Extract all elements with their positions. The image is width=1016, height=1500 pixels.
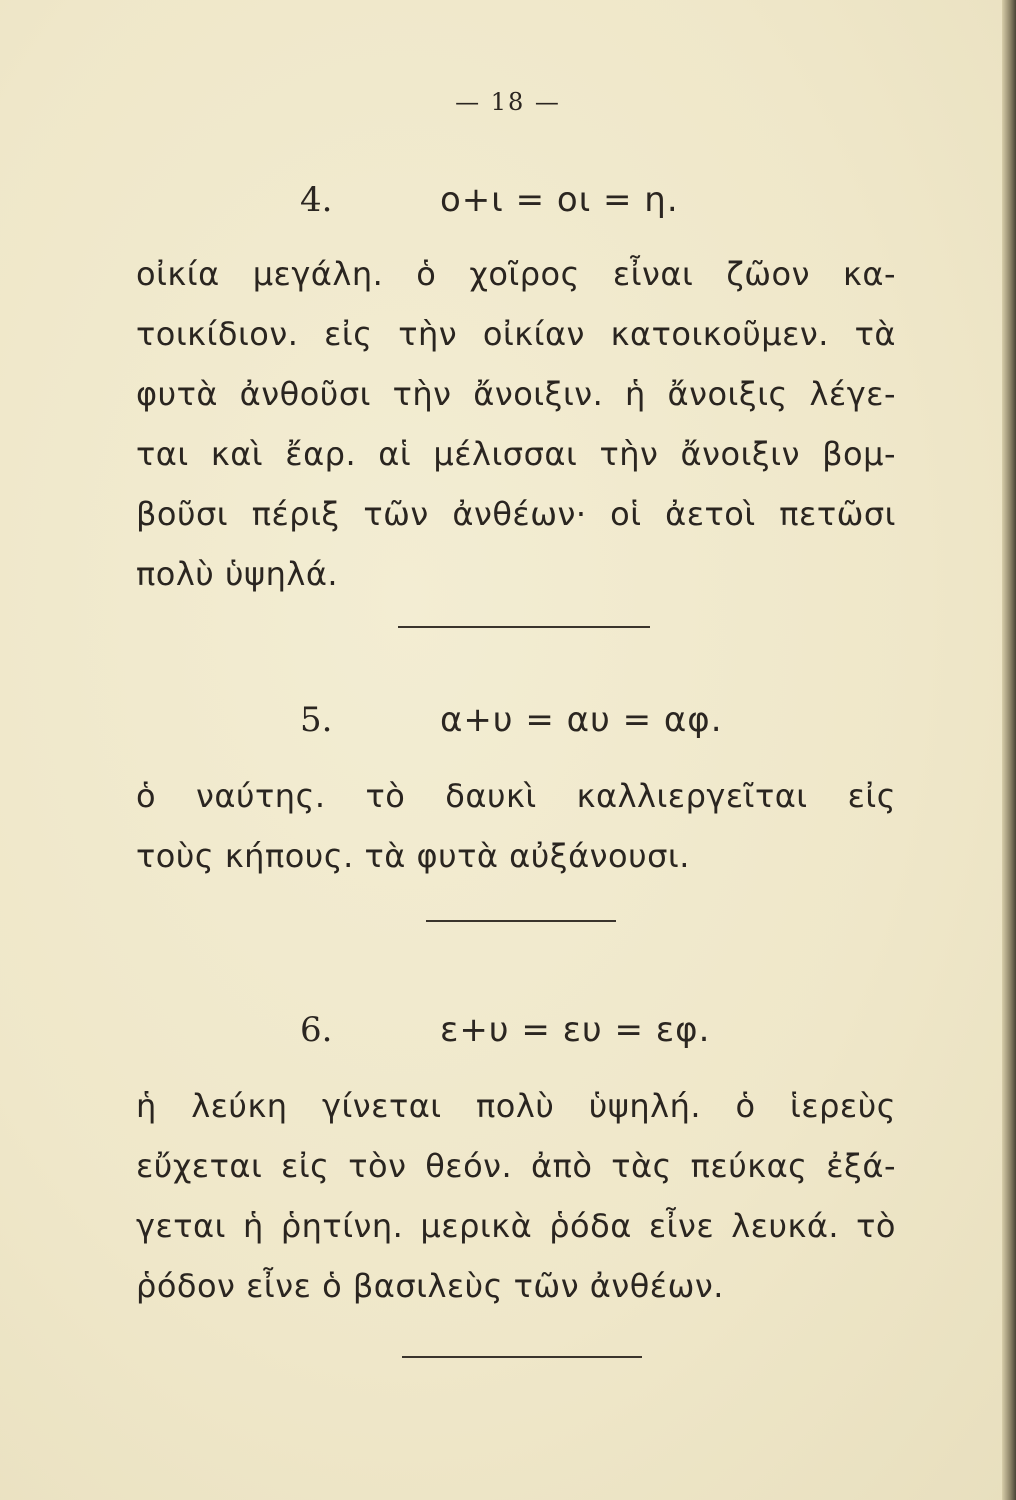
section-heading-6 — [0, 1010, 1016, 1062]
section-paragraph-4 — [136, 244, 896, 604]
section-divider — [402, 1356, 642, 1358]
text-line: ται καὶ ἔαρ. αἱ μέλισσαι τὴν ἄνοιξιν βομ- — [136, 435, 896, 473]
section-paragraph-6 — [136, 1076, 896, 1316]
text-line: τοὺς κήπους. τὰ φυτὰ αὐξάνουσι. — [136, 837, 690, 875]
page-number: — 18 — — [455, 88, 561, 116]
section-divider — [398, 626, 650, 628]
section-heading-4 — [0, 180, 1016, 232]
text-line: γεται ἡ ῥητίνη. μερικὰ ῥόδα εἶνε λευκά. τὸ — [136, 1207, 896, 1245]
text-line: τοικίδιον. εἰς τὴν οἰκίαν κατοικοῦμεν. τὰ — [136, 315, 896, 353]
text-line: ὁ ναύτης. τὸ δαυκὶ καλλιεργεῖται εἰς — [136, 777, 896, 815]
section-number: 4. — [300, 180, 333, 220]
text-line: πολὺ ὑψηλά. — [136, 555, 339, 593]
text-line: ῥόδον εἶνε ὁ βασιλεὺς τῶν ἀνθέων. — [136, 1267, 724, 1305]
section-formula: ε+υ = ευ = εφ. — [440, 1010, 711, 1050]
text-line: φυτὰ ἀνθοῦσι τὴν ἄνοιξιν. ἡ ἄνοιξις λέγε- — [136, 375, 896, 413]
text-line: οἰκία μεγάλη. ὁ χοῖρος εἶναι ζῶον κα- — [136, 255, 896, 293]
section-formula: α+υ = αυ = αφ. — [440, 700, 723, 740]
text-line: ἡ λεύκη γίνεται πολὺ ὑψηλή. ὁ ἱερεὺς — [136, 1087, 896, 1125]
section-number: 6. — [300, 1010, 333, 1050]
text-line: βοῦσι πέριξ τῶν ἀνθέων· οἱ ἀετοὶ πετῶσι — [136, 495, 896, 533]
section-formula: ο+ι = οι = η. — [440, 180, 679, 220]
text-line: εὔχεται εἰς τὸν θεόν. ἀπὸ τὰς πεύκας ἐξά- — [136, 1147, 896, 1185]
section-number: 5. — [300, 700, 333, 740]
section-divider — [426, 920, 616, 922]
section-paragraph-5 — [136, 766, 896, 886]
section-heading-5 — [0, 700, 1016, 752]
